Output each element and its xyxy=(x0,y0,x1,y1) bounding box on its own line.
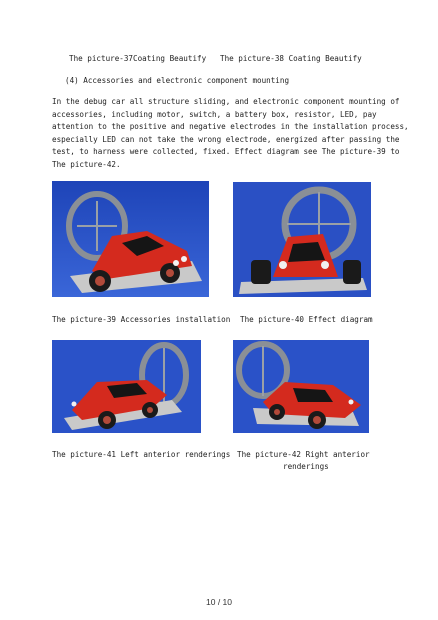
paragraph-line: attention to the positive and negative electrodes in the installation process, xyxy=(52,122,409,132)
paragraph-line: In the debug car all structure sliding, and electronic component mounting of xyxy=(52,97,400,106)
caption-picture-39: The picture-39 Accessories installation xyxy=(52,315,231,324)
caption-picture-38: The picture-38 Coating Beautify xyxy=(220,54,362,63)
caption-picture-40: The picture-40 Effect diagram xyxy=(240,315,373,324)
caption-picture-42-line2: renderings xyxy=(283,462,329,471)
photo-picture-39 xyxy=(52,181,209,297)
section-heading: (4) Accessories and electronic component mounting xyxy=(65,76,290,85)
paragraph-line: especially LED can not take the wrong electrode, energized after passing the xyxy=(52,134,400,144)
page-number: 10 / 10 xyxy=(206,597,232,607)
paragraph-line: test, to harness were collected, fixed. Effect diagram see The picture-39 to xyxy=(52,147,400,157)
photo-picture-41 xyxy=(52,340,201,433)
paragraph-line: accessories, including motor, switch, a battery box, resistor, LED, pay xyxy=(52,109,377,119)
caption-picture-37: The picture-37Coating Beautify xyxy=(69,54,207,63)
caption-picture-42-line1: The picture-42 Right anterior xyxy=(237,450,370,459)
caption-picture-41: The picture-41 Left anterior renderings xyxy=(52,450,231,459)
photo-picture-42 xyxy=(233,340,369,433)
paragraph-line: The picture-42. xyxy=(52,159,121,169)
body-paragraph xyxy=(52,96,409,172)
photo-picture-40 xyxy=(233,182,371,297)
